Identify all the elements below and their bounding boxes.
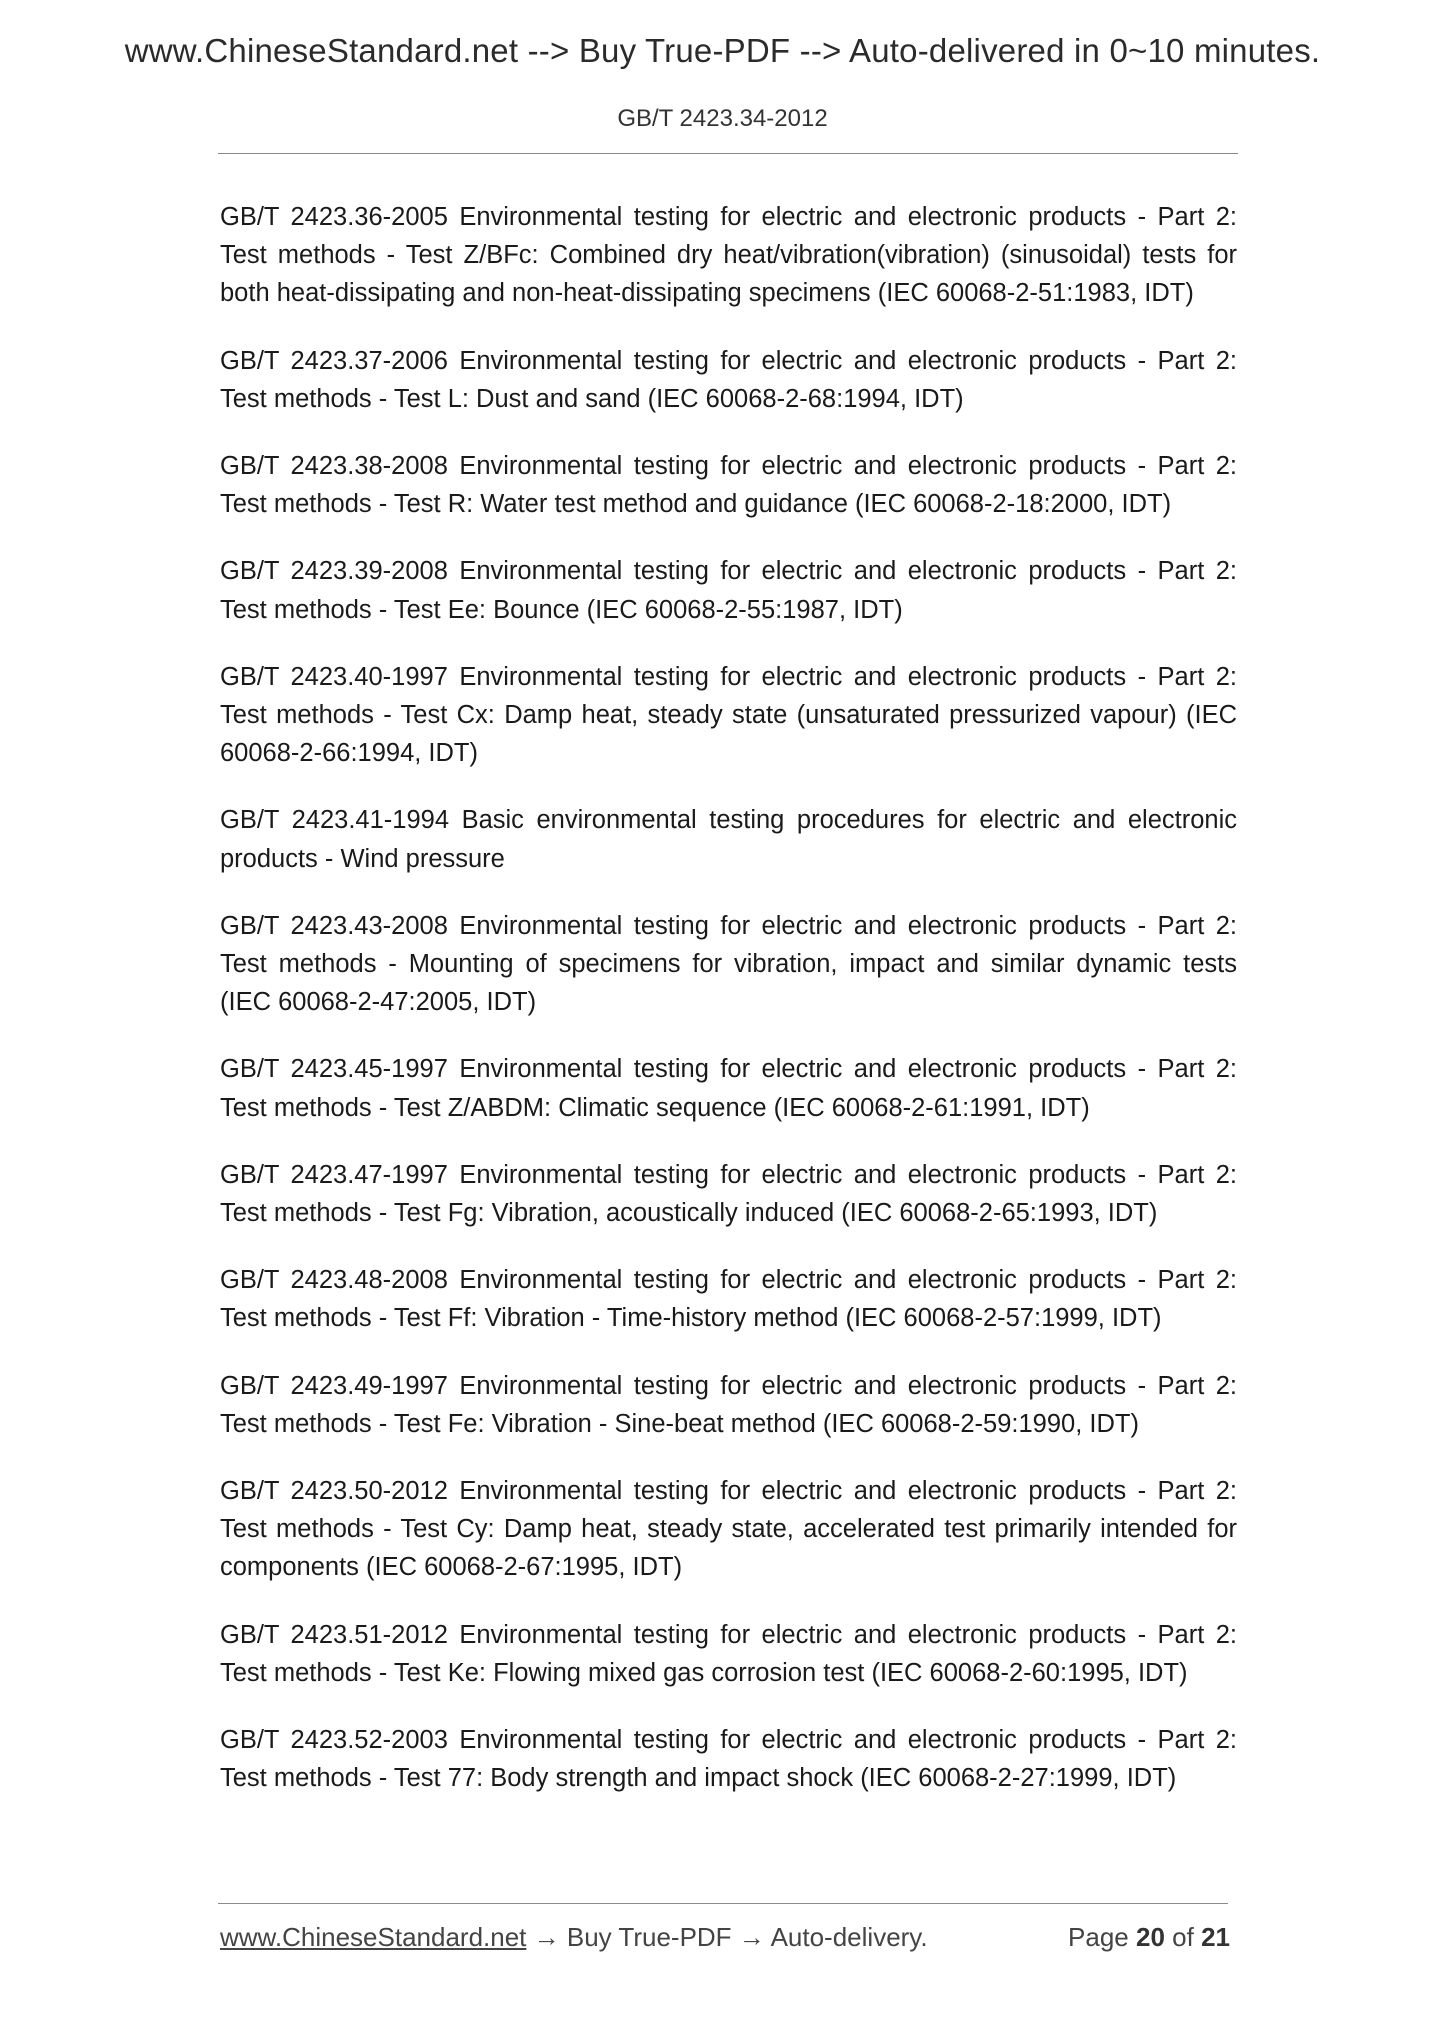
top-banner: www.ChineseStandard.net --> Buy True-PDF --> Auto-delivered in 0~10 minutes. xyxy=(124,32,1321,69)
page-indicator xyxy=(1068,1922,1230,1953)
reference-item: GB/T 2423.41-1994 Basic environmental testing procedures for electric and electronic products - Wind pressure xyxy=(220,806,1237,873)
reference-item: GB/T 2423.49-1997 Environmental testing for electric and electronic products - Part 2: Test methods - Test Fe: Vibration - Sine-beat method (IEC 60068-2-59:1990, IDT) xyxy=(220,1371,1237,1438)
page-footer xyxy=(220,1922,1230,1953)
page-total: 21 xyxy=(1201,1922,1230,1952)
reference-item: GB/T 2423.50-2012 Environmental testing for electric and electronic products - Part 2: Test methods - Test Cy: Damp heat, steady state, accelerated test primarily intended for components (IEC 60068-2-67:1995, IDT) xyxy=(220,1477,1237,1582)
normative-references-list xyxy=(220,198,1237,1827)
page-of-label: of xyxy=(1172,1922,1194,1952)
document-code-header: GB/T 2423.34-2012 xyxy=(617,105,828,132)
reference-item: GB/T 2423.45-1997 Environmental testing for electric and electronic products - Part 2: Test methods - Test Z/ABDM: Climatic sequence (IEC 60068-2-61:1991, IDT) xyxy=(220,1055,1237,1122)
reference-item: GB/T 2423.38-2008 Environmental testing for electric and electronic products - Part 2: Test methods - Test R: Water test method and guidance (IEC 60068-2-18:2000, IDT) xyxy=(220,452,1237,519)
reference-item: GB/T 2423.39-2008 Environmental testing for electric and electronic products - Part 2: Test methods - Test Ee: Bounce (IEC 60068-2-55:1987, IDT) xyxy=(220,557,1237,624)
footer-divider xyxy=(218,1903,1228,1904)
reference-item: GB/T 2423.48-2008 Environmental testing for electric and electronic products - Part 2: Test methods - Test Ff: Vibration - Time-history method (IEC 60068-2-57:1999, IDT) xyxy=(220,1266,1237,1333)
footer-site-link[interactable]: www.ChineseStandard.net xyxy=(220,1922,527,1952)
page-label: Page xyxy=(1068,1922,1129,1952)
reference-item: GB/T 2423.40-1997 Environmental testing for electric and electronic products - Part 2: Test methods - Test Cx: Damp heat, steady state (unsaturated pressurized vapour) (IEC 60068-2-66:1994, IDT) xyxy=(220,662,1237,768)
reference-item: GB/T 2423.37-2006 Environmental testing for electric and electronic products - Part 2: Test methods - Test L: Dust and sand (IEC 60068-2-68:1994, IDT) xyxy=(220,346,1237,413)
header-divider xyxy=(218,153,1238,154)
page-number: 20 xyxy=(1136,1922,1165,1952)
reference-item: GB/T 2423.43-2008 Environmental testing for electric and electronic products - Part 2: Test methods - Mounting of specimens for vibration, impact and similar dynamic tests (IEC 60068-2-47:2005, IDT) xyxy=(220,911,1237,1017)
reference-item: GB/T 2423.52-2003 Environmental testing for electric and electronic products - Part 2: Test methods - Test 77: Body strength and impact shock (IEC 60068-2-27:1999, IDT) xyxy=(220,1726,1237,1793)
reference-item: GB/T 2423.47-1997 Environmental testing for electric and electronic products - Part 2: Test methods - Test Fg: Vibration, acoustically induced (IEC 60068-2-65:1993, IDT) xyxy=(220,1160,1237,1228)
reference-item: GB/T 2423.51-2012 Environmental testing for electric and electronic products - Part 2: Test methods - Test Ke: Flowing mixed gas corrosion test (IEC 60068-2-60:1995, IDT) xyxy=(220,1620,1237,1687)
footer-tagline: → Buy True-PDF → Auto-delivery. xyxy=(526,1922,928,1952)
reference-item: GB/T 2423.36-2005 Environmental testing for electric and electronic products - Part 2: Test methods - Test Z/BFc: Combined dry heat/vibration(vibration) (sinusoidal) tests for both heat-dissipating and non-heat-dissipating specimens (IEC 60068-2-51:1983, IDT) xyxy=(220,203,1237,308)
